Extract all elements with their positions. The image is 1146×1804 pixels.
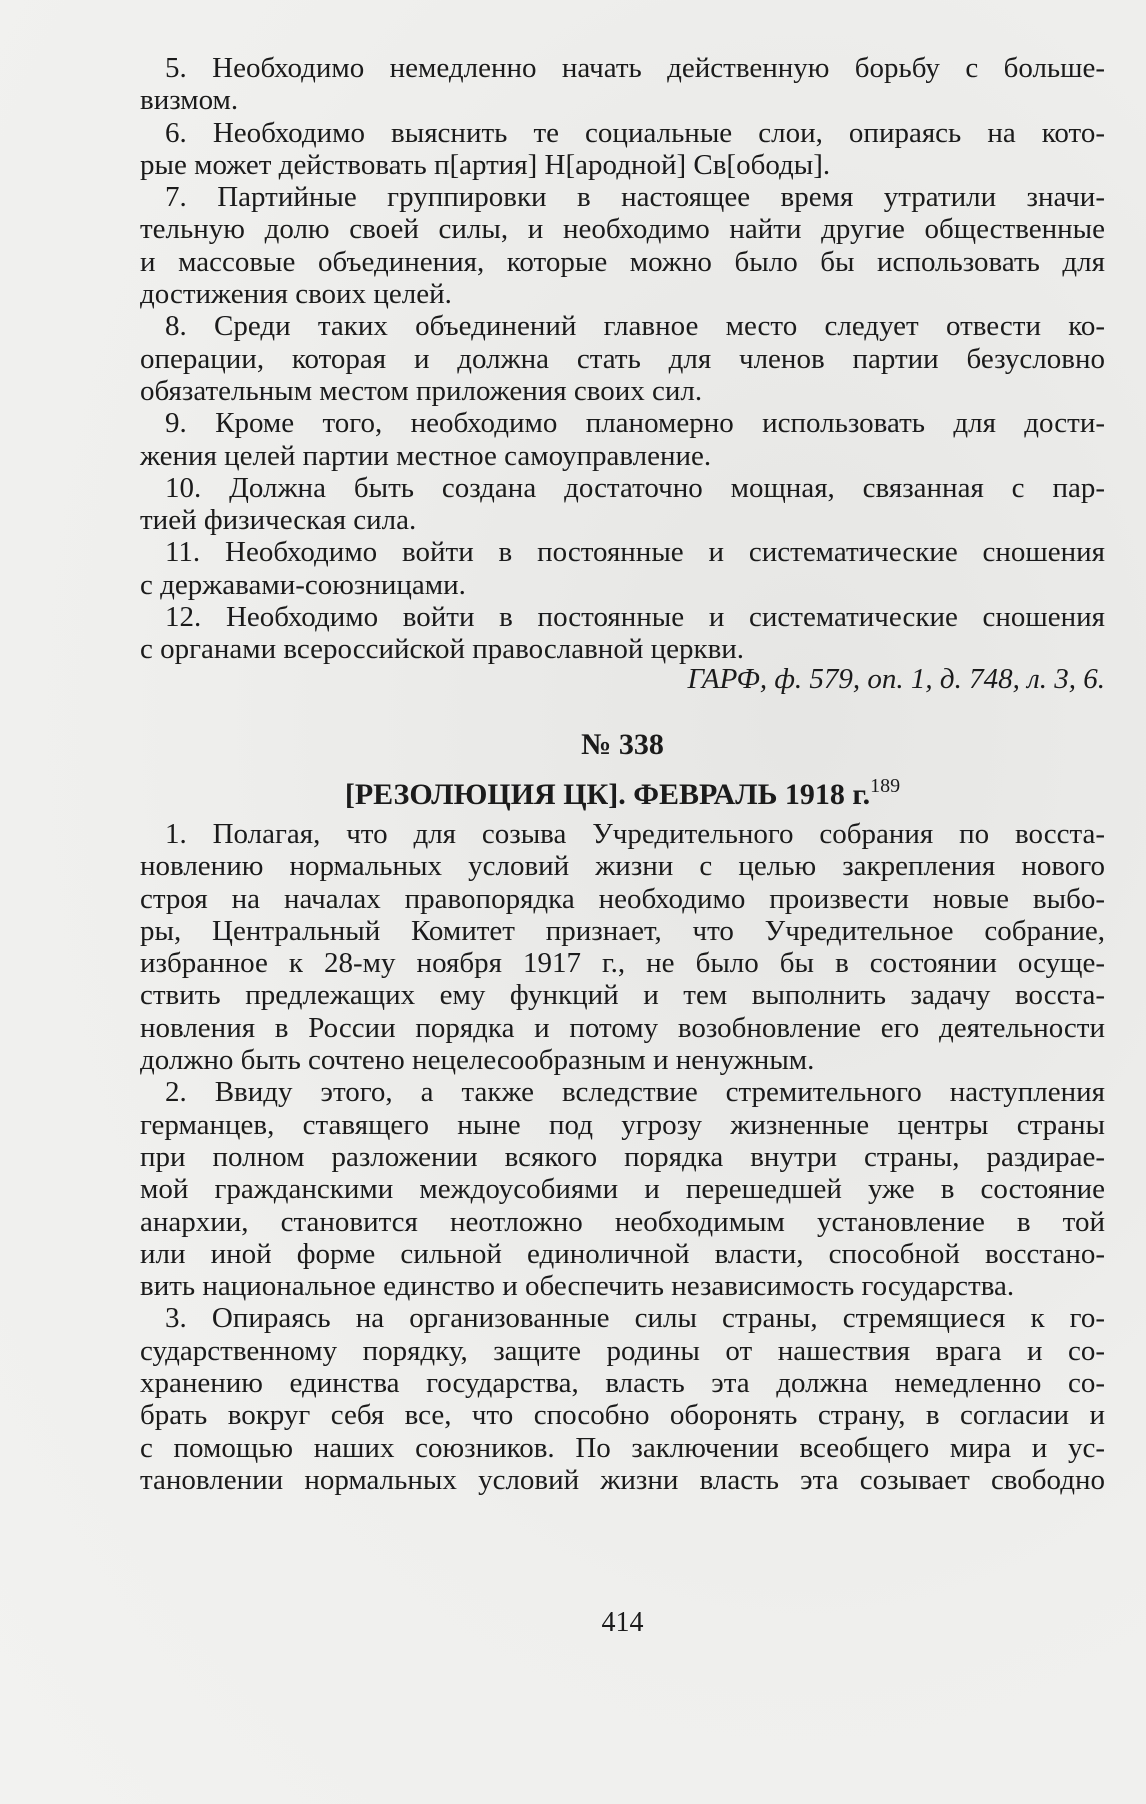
text-line: хранению единства государства, власть эта должна немедленно со- [140,1367,1105,1400]
paragraph [140,310,1105,407]
text-line: 8. Среди таких объединений главное место следует отвести ко- [165,310,1105,343]
paragraph [140,1302,1105,1496]
text-line: вить национальное единство и обеспечить независимость государства. [140,1270,1015,1303]
text-line: 9. Кроме того, необходимо планомерно использовать для дости- [165,407,1105,440]
text-line: и массовые объединения, которые можно было бы использовать для [140,245,1105,278]
text-line: тией физическая сила. [140,504,417,537]
text-line: жения целей партии местное самоуправление. [140,439,712,472]
text-line: достижения своих целей. [140,278,452,311]
text-line: 3. Опираясь на организованные силы страны, стремящиеся к го- [165,1302,1105,1335]
text-line: новлению нормальных условий жизни с целью закрепления нового [140,850,1105,883]
text-line: ры, Центральный Комитет признает, что Учредительное собрание, [140,914,1105,947]
text-line: 1. Полагая, что для созыва Учредительного собрания по восста- [165,818,1105,850]
text-line: избранное к 28-му ноября 1917 г., не было бы в состоянии осуще- [140,947,1105,980]
archive-source-citation: ГАРФ, ф. 579, оп. 1, д. 748, л. 3, 6. [687,663,1105,695]
page-number: 414 [601,1607,644,1638]
text-line: 2. Ввиду этого, а также вследствие стремительного наступления [165,1076,1105,1109]
text-line: анархии, становится неотложно необходимым установление в той [140,1205,1105,1238]
paragraph [140,818,1105,1076]
text-line: с помощью наших союзников. По заключении всеобщего мира и ус- [140,1431,1105,1464]
section-b-text [140,818,1105,1496]
text-line: рые может действовать п[артия] Н[ародной] Св[ободы]. [140,148,831,181]
document-title-text: [РЕЗОЛЮЦИЯ ЦК]. ФЕВРАЛЬ 1918 г. [344,778,871,811]
text-line: сударственному порядку, защите родины от нашествия врага и со- [140,1334,1105,1367]
text-line: или иной форме сильной единоличной власти, способной восстано- [140,1237,1105,1270]
text-line: обязательным местом приложения своих сил. [140,374,703,407]
text-line: 6. Необходимо выяснить те социальные слои, опираясь на кото- [165,116,1105,149]
text-line: тановлении нормальных условий жизни власть эта созывает свободно [140,1463,1105,1496]
paragraph [140,407,1105,472]
text-line: с державами-союзницами. [140,568,466,601]
text-line: брать вокруг себя все, что способно оборонять страну, в согласии и [140,1399,1105,1432]
section-a-text [140,52,1105,666]
text-line: 11. Необходимо войти в постоянные и систематические сношения [165,536,1105,569]
paragraph [140,536,1105,601]
text-line: должно быть сочтено нецелесообразным и ненужным. [140,1044,815,1077]
text-line: 5. Необходимо немедленно начать действенную борьбу с больше- [165,52,1105,84]
paragraph [140,601,1105,666]
paragraph [140,52,1105,117]
document-number: № 338 [581,728,664,761]
text-line: мой гражданскими междоусобиями и перешедшей уже в состояние [140,1173,1105,1206]
text-line: 7. Партийные группировки в настоящее время утратили значи- [165,181,1105,214]
text-line: строя на началах правопорядка необходимо произвести новые выбо- [140,882,1105,915]
text-line: германцев, ставящего ныне под угрозу жизненные центры страны [140,1108,1105,1141]
text-line: 12. Необходимо войти в постоянные и систематические сношения [165,601,1105,634]
text-line: операции, которая и должна стать для членов партии безусловно [140,342,1105,375]
text-line: тельную долю своей силы, и необходимо найти другие общественные [140,213,1105,246]
document-title [140,767,1105,814]
text-line: 10. Должна быть создана достаточно мощная, связанная с пар- [165,471,1105,504]
paragraph [140,472,1105,537]
paragraph [140,117,1105,182]
footnote-reference: 189 [870,775,901,797]
text-line: при полном разложении всякого порядка внутри страны, раздирае- [140,1140,1105,1173]
text-line: новления в России порядка и потому возобновление его деятельности [140,1011,1105,1044]
text-line: с органами всероссийской православной церкви. [140,633,745,666]
text-line: визмом. [140,84,239,117]
paragraph [140,1076,1105,1302]
paragraph [140,181,1105,310]
text-line: ствить предлежащих ему функций и тем выполнить задачу восста- [140,979,1105,1012]
